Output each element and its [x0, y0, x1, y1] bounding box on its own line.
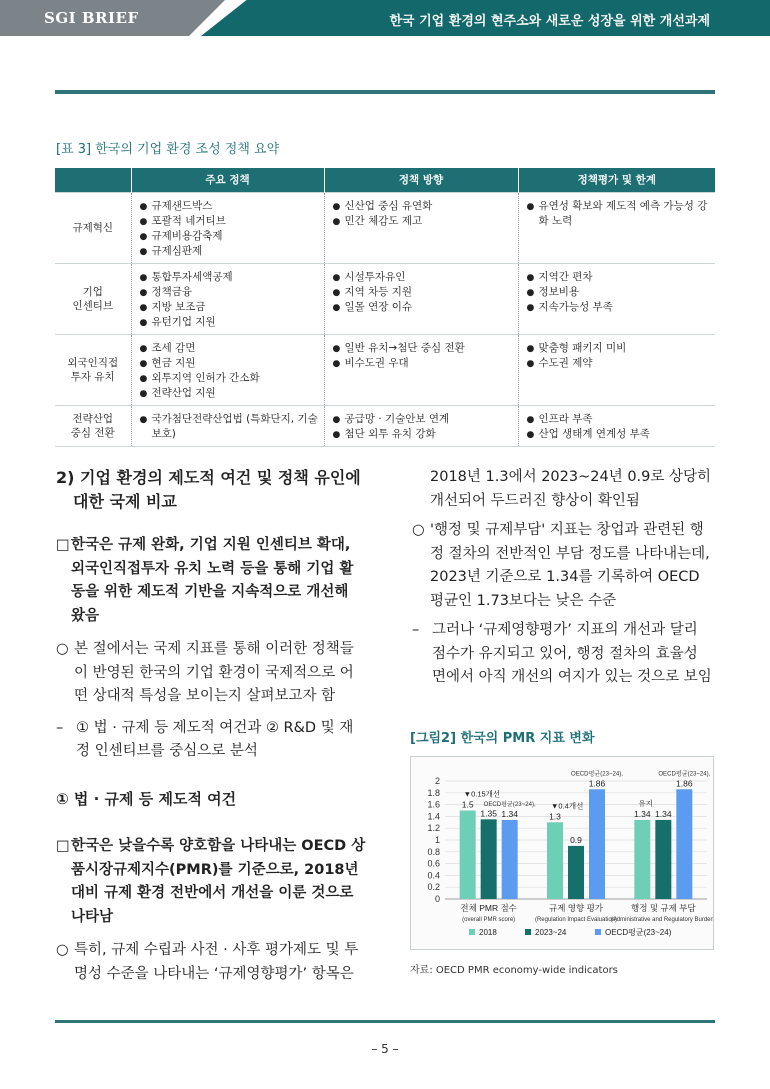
paragraph: ○ '행정 및 규제부담' 지표는 창업과 관련된 행정 절차의 전반적인 부담 정도를 나타내는데, 2023년 기준으로 1.34를 기록하여 OECD 평균인 1.73보다는 낮은 수준 — [412, 519, 714, 613]
bullet-item: ● 신산업 중심 유연화 — [333, 199, 514, 214]
paragraph: – ① 법 · 규제 등 제도적 여건과 ② R&D 및 재정 인센티브를 중심으로 분석 — [56, 717, 366, 764]
y-tick-label: 1.6 — [427, 799, 440, 810]
row-header — [55, 192, 131, 263]
bar — [655, 820, 671, 899]
pmr-chart-frame — [410, 756, 714, 950]
bullet-item: ● 정보비용 — [527, 285, 712, 300]
row-header-line: 인센티브 — [72, 299, 114, 312]
bullet-item: ● 현금 지원 — [140, 356, 320, 371]
paragraph: – 그러나 ‘규제영향평가’ 지표의 개선과 달리 점수가 유지되고 있어, 행정 절차의 효율성 면에서 아직 개선의 여지가 있는 것으로 보임 — [412, 619, 714, 690]
header-divider — [55, 90, 715, 94]
legend-label: 2023~24 — [535, 928, 567, 937]
bullet-item: ● 지역간 편차 — [527, 270, 712, 285]
bar-value-label: 1.34 — [655, 808, 672, 819]
y-tick-label: 1.2 — [427, 823, 440, 834]
table-cell — [518, 263, 715, 334]
bullet-item: ● 지속가능성 부족 — [527, 300, 712, 315]
y-tick-label: 0 — [434, 894, 440, 904]
legend-swatch — [525, 929, 531, 935]
category-label: 규제 영향 평가 — [549, 903, 603, 913]
bullet-item: ● 맞춤형 패키지 미비 — [527, 341, 712, 356]
y-tick-label: 1 — [434, 835, 440, 845]
row-header — [55, 334, 131, 405]
bullet-item: ● 수도권 제약 — [527, 356, 712, 371]
y-tick-label: 0.6 — [427, 858, 440, 869]
report-title: 한국 기업 환경의 현주소와 새로운 성장을 위한 개선과제 — [389, 14, 710, 29]
table-cell — [131, 405, 324, 446]
legend-swatch — [595, 929, 601, 935]
paragraph: □ 한국은 규제 완화, 기업 지원 인센티브 확대, 외국인직접투자 유치 노력 등을 통해 기업 활동을 위한 제도적 기반을 지속적으로 개선해 왔음 — [56, 534, 366, 628]
bullet-item: ● 규제샌드박스 — [140, 199, 320, 214]
oecd-average-label: OECD평균(23~24), — [571, 770, 627, 778]
bar — [568, 846, 584, 899]
table-cell — [518, 405, 715, 446]
bar — [547, 822, 563, 899]
bullet-item: ● 인프라 부족 — [527, 412, 712, 427]
bar — [676, 789, 692, 899]
row-header-line: 투자 유치 — [70, 370, 115, 383]
table-row — [55, 192, 715, 263]
table-cell — [324, 263, 518, 334]
bullet-item: ● 외투지역 인허가 간소화 — [140, 371, 320, 386]
figure-source: 자료: OECD PMR economy-wide indicators — [410, 965, 618, 976]
bullet-item: ● 산업 생태계 연계성 부족 — [527, 427, 712, 442]
bullet-item: ● 국가첨단전략산업법 (특화단지, 기술보호) — [140, 412, 320, 441]
paragraph: ○ 본 절에서는 국제 지표를 통해 이러한 정책들이 반영된 한국의 기업 환경이 국제적으로 어떤 상대적 특성을 보이는지 살펴보고자 함 — [56, 638, 366, 709]
bullet-item: ● 첨단 외투 유치 강화 — [333, 427, 514, 442]
bar — [502, 820, 518, 899]
change-annotation: 유지 — [638, 798, 653, 808]
row-header-line: 규제혁신 — [72, 221, 114, 234]
y-tick-label: 0.8 — [427, 846, 440, 857]
table-cell — [324, 192, 518, 263]
bullet-item: ● 규제심판제 — [140, 244, 320, 259]
legend-label: 2018 — [479, 928, 497, 937]
table-header-row — [55, 168, 715, 192]
bullet-item: ● 민간 체감도 제고 — [333, 214, 514, 229]
bullet-item: ● 공급망 · 기술안보 연계 — [333, 412, 514, 427]
left-column — [56, 466, 366, 986]
section-title: 2) 기업 환경의 제도적 여건 및 정책 유인에 대한 국제 비교 — [56, 468, 361, 511]
bullet-item: ● 시설투자유인 — [333, 270, 514, 285]
y-tick-label: 1.4 — [427, 811, 440, 822]
table-header-cell: 주요 정책 — [131, 168, 324, 192]
bullet-item: ● 지역 차등 지원 — [333, 285, 514, 300]
category-sublabel: (Administrative and Regulatory Burden) — [610, 917, 713, 923]
change-annotation: ▼0.15개선 — [463, 789, 501, 799]
bullet-item: ● 지방 보조금 — [140, 300, 320, 315]
table-cell — [518, 334, 715, 405]
change-annotation: ▼0.4개선 — [551, 801, 584, 811]
category-sublabel: (Regulation Impact Evaluation) — [534, 917, 618, 923]
table-row — [55, 334, 715, 405]
paragraph: ○ 특히, 규제 수립과 사전 · 사후 평가제도 및 투명성 수준을 나타내는 ‘규제영향평가’ 항목은 — [56, 939, 366, 986]
table-cell — [518, 192, 715, 263]
bar-value-label: 1.3 — [549, 811, 561, 822]
table-row — [55, 263, 715, 334]
table-caption: [표 3] 한국의 기업 환경 조성 정책 요약 — [56, 142, 280, 157]
table-cell — [324, 334, 518, 405]
table-cell — [131, 263, 324, 334]
table-row — [55, 405, 715, 446]
bar — [589, 789, 605, 899]
table-cell — [324, 405, 518, 446]
row-header-line: 외국인직접 — [67, 356, 119, 369]
bullet-item: ● 일반 유치→첨단 중심 전환 — [333, 341, 514, 356]
brand-logo: SGI BRIEF — [44, 9, 139, 27]
bar-value-label: 1.34 — [501, 808, 518, 819]
bullet-item: ● 포괄적 네거티브 — [140, 214, 320, 229]
subsection-title: ① 법 · 규제 등 제도적 여건 — [56, 789, 237, 808]
row-header — [55, 263, 131, 334]
bullet-item: ● 규제비용감축제 — [140, 229, 320, 244]
bar-value-label: 1.86 — [676, 778, 693, 789]
category-label: 전체 PMR 점수 — [460, 903, 517, 913]
y-tick-label: 0.2 — [427, 882, 440, 893]
footer-divider — [55, 1020, 715, 1023]
paragraph: □ 한국은 낮을수록 양호함을 나타내는 OECD 상품시장규제지수(PMR)를 기준으로, 2018년 대비 규제 환경 전반에서 개선을 이룬 것으로 나타남 — [56, 835, 366, 929]
row-header-line: 중심 전환 — [70, 426, 115, 439]
bar — [634, 820, 650, 899]
y-tick-label: 0.4 — [427, 870, 440, 881]
paragraph: 2018년 1.3에서 2023~24년 0.9로 상당히 개선되어 두드러진 향상이 확인됨 — [430, 469, 712, 509]
bullet-item: ● 전략산업 지원 — [140, 386, 320, 401]
table-cell — [131, 192, 324, 263]
bullet-item: ● 유턴기업 지원 — [140, 315, 320, 330]
category-sublabel: (overall PMR score) — [462, 917, 516, 923]
table-cell — [131, 334, 324, 405]
bullet-item: ● 통합투자세액공제 — [140, 270, 320, 285]
bar-value-label: 1.34 — [634, 808, 651, 819]
table-header-cell — [55, 168, 131, 192]
bar-value-label: 1.35 — [480, 808, 497, 819]
y-tick-label: 2 — [434, 776, 440, 786]
bar-value-label: 1.86 — [588, 778, 606, 789]
right-column — [412, 466, 714, 690]
bullet-item: ● 비수도권 우대 — [333, 356, 514, 371]
bar — [481, 819, 497, 899]
row-header-line: 기업 — [82, 285, 103, 298]
bar-value-label: 0.9 — [570, 834, 582, 845]
bullet-item: ● 조세 감면 — [140, 341, 320, 356]
bar — [460, 811, 476, 900]
row-header — [55, 405, 131, 446]
y-tick-label: 1.8 — [427, 787, 440, 798]
row-header-line: 전략산업 — [72, 412, 114, 425]
policy-table — [55, 168, 715, 447]
bar-value-label: 1.5 — [461, 799, 474, 810]
table-header-cell: 정책 방향 — [324, 168, 518, 192]
oecd-average-label: OECD평균(23~24), — [483, 800, 540, 808]
bullet-item: ● 일몰 연장 이슈 — [333, 300, 514, 315]
bullet-item: ● 정책금융 — [140, 285, 320, 300]
figure-caption: [그림2] 한국의 PMR 지표 변화 — [410, 731, 595, 746]
table-header-cell: 정책평가 및 한계 — [518, 168, 715, 192]
page-number: – 5 – — [371, 1042, 399, 1056]
oecd-average-label: OECD평균(23~24), — [658, 770, 713, 778]
legend-swatch — [469, 929, 475, 935]
category-label: 행정 및 규제 부담 — [631, 903, 696, 913]
legend-label: OECD평균(23~24) — [605, 928, 672, 937]
pmr-bar-chart — [411, 757, 713, 949]
bullet-item: ● 유연성 확보와 제도적 예측 가능성 강화 노력 — [527, 199, 712, 228]
